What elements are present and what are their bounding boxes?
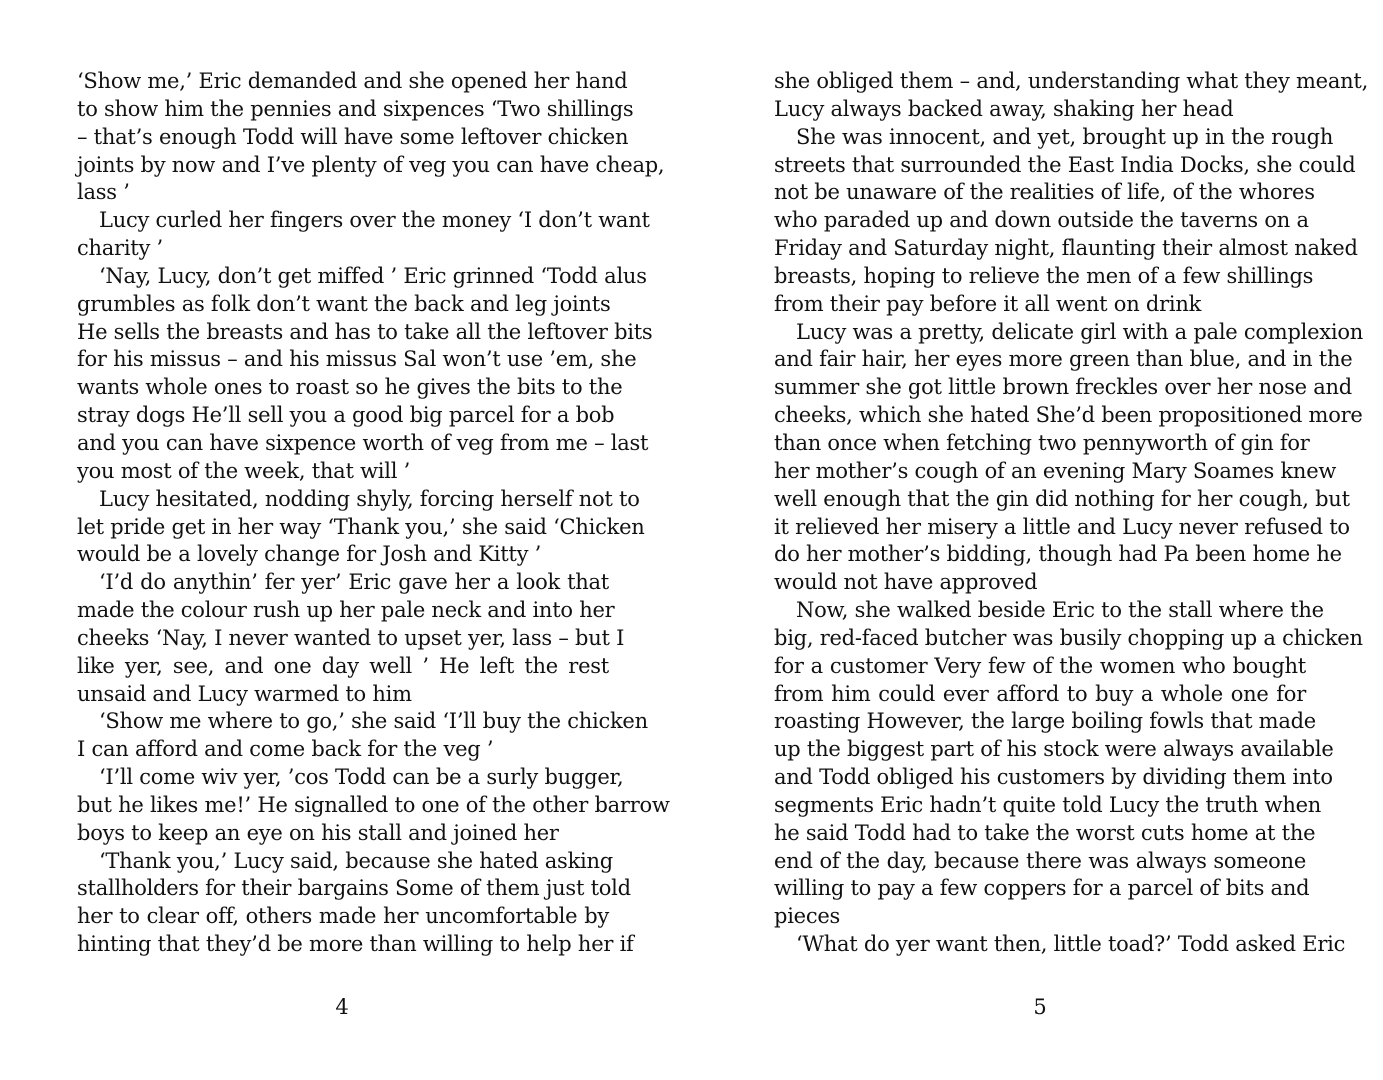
text-line: wants whole ones to roast so he gives the bits to the [77,375,623,400]
text-line: hinting that they’d be more than willing to help her if [77,932,634,957]
text-line: charity ’ [77,236,163,261]
text-line: breasts, hoping to relieve the men of a few shillings [774,263,1314,288]
text-line: up the biggest part of his stock were always available [774,737,1334,762]
text-line: like yer, see, and one day well ’ He left the rest [77,653,609,678]
text-line: stallholders for their bargains Some of them just told [77,876,631,901]
text-line: she obliged them – and, understanding what they meant, [774,69,1368,93]
text-line: her mother’s cough of an evening Mary Soames knew [774,458,1337,483]
text-line: and fair hair, her eyes more green than blue, and in the [774,347,1353,372]
text-line: segments Eric hadn’t quite told Lucy the truth when [774,792,1322,817]
text-line: stray dogs He’ll sell you a good big parcel for a bob [77,403,615,428]
text-line: He sells the breasts and has to take all the leftover bits [77,319,653,344]
text-line: would not have approved [774,570,1038,595]
text-line: willing to pay a few coppers for a parcel of bits and [774,876,1310,901]
text-line: not be unaware of the realities of life, of the whores [774,180,1315,205]
text-line: cheeks, which she hated She’d been propositioned more [774,403,1363,428]
text-line: and you can have sixpence worth of veg from me – last [77,430,649,455]
right-page [774,68,1368,959]
text-line: from their pay before it all went on drink [774,291,1202,316]
text-line: ‘Show me,’ Eric demanded and she opened her hand [77,69,628,93]
text-line: grumbles as folk don’t want the back and leg joints [77,291,611,316]
text-line: Lucy curled her fingers over the money ‘I don’t want [99,208,650,233]
text-line: but he likes me!’ He signalled to one of the other barrow [77,792,670,817]
text-line: big, red-faced butcher was busily chopping up a chicken [774,625,1363,650]
text-line: roasting However, the large boiling fowls that made [774,709,1316,734]
text-line: summer she got little brown freckles over her nose and [774,375,1352,400]
text-line: Lucy was a pretty, delicate girl with a pale complexion [796,319,1364,344]
text-line: do her mother’s bidding, though had Pa been home he [774,542,1342,567]
page-number-left: 4 [335,995,349,1019]
text-line: ‘I’ll come wiv yer, ’cos Todd can be a surly bugger, [99,765,624,790]
text-line: ‘What do yer want then, little toad?’ Todd asked Eric [796,932,1346,957]
text-line: unsaid and Lucy warmed to him [77,681,412,706]
text-line: pieces [774,904,841,929]
text-line: her to clear off, others made her uncomfortable by [77,904,609,929]
text-line: ‘Show me where to go,’ she said ‘I’ll buy the chicken [99,709,648,734]
text-line: well enough that the gin did nothing for her cough, but [774,486,1350,511]
text-line: to show him the pennies and sixpences ‘Two shillings [77,96,634,121]
text-line: Now, she walked beside Eric to the stall where the [796,598,1324,623]
page-number-right: 5 [1033,995,1047,1019]
text-line: Lucy always backed away, shaking her head [774,96,1234,121]
text-line: would be a lovely change for Josh and Kitty ’ [77,542,542,567]
text-line: cheeks ‘Nay, I never wanted to upset yer, lass – but I [77,625,625,650]
text-line: and Todd obliged his customers by dividing them into [774,765,1333,790]
text-line: let pride get in her way ‘Thank you,’ she said ‘Chicken [77,514,645,539]
text-line: lass ’ [77,180,130,205]
text-line: She was innocent, and yet, brought up in the rough [796,124,1334,149]
text-line: streets that surrounded the East India Docks, she could [774,152,1356,177]
text-line: he said Todd had to take the worst cuts home at the [774,820,1316,845]
text-line: from him could ever afford to buy a whole one for [774,681,1306,706]
text-line: than once when fetching two pennyworth of gin for [774,430,1310,455]
text-line: ‘Thank you,’ Lucy said, because she hated asking [99,848,613,873]
text-line: made the colour rush up her pale neck and into her [77,598,615,623]
text-line: who paraded up and down outside the taverns on a [774,208,1309,233]
text-line: Friday and Saturday night, flaunting their almost naked [774,236,1358,261]
text-line: ‘Nay, Lucy, don’t get miffed ’ Eric grinned ‘Todd alus [99,263,647,288]
text-line: boys to keep an eye on his stall and joined her [77,820,559,845]
text-line: end of the day, because there was always someone [774,848,1306,873]
text-line: for a customer Very few of the women who bought [774,653,1306,678]
text-line: – that’s enough Todd will have some leftover chicken [77,124,629,149]
text-line: you most of the week, that will ’ [77,458,411,483]
text-line: joints by now and I’ve plenty of veg you can have cheap, [77,152,665,177]
text-line: for his missus – and his missus Sal won’t use ’em, she [77,347,637,372]
text-line: Lucy hesitated, nodding shyly, forcing herself not to [99,486,640,511]
text-line: it relieved her misery a little and Lucy never refused to [774,514,1350,539]
text-line: ‘I’d do anythin’ fer yer’ Eric gave her a look that [99,570,609,595]
left-page [77,68,670,959]
text-line: I can afford and come back for the veg ’ [77,737,494,762]
